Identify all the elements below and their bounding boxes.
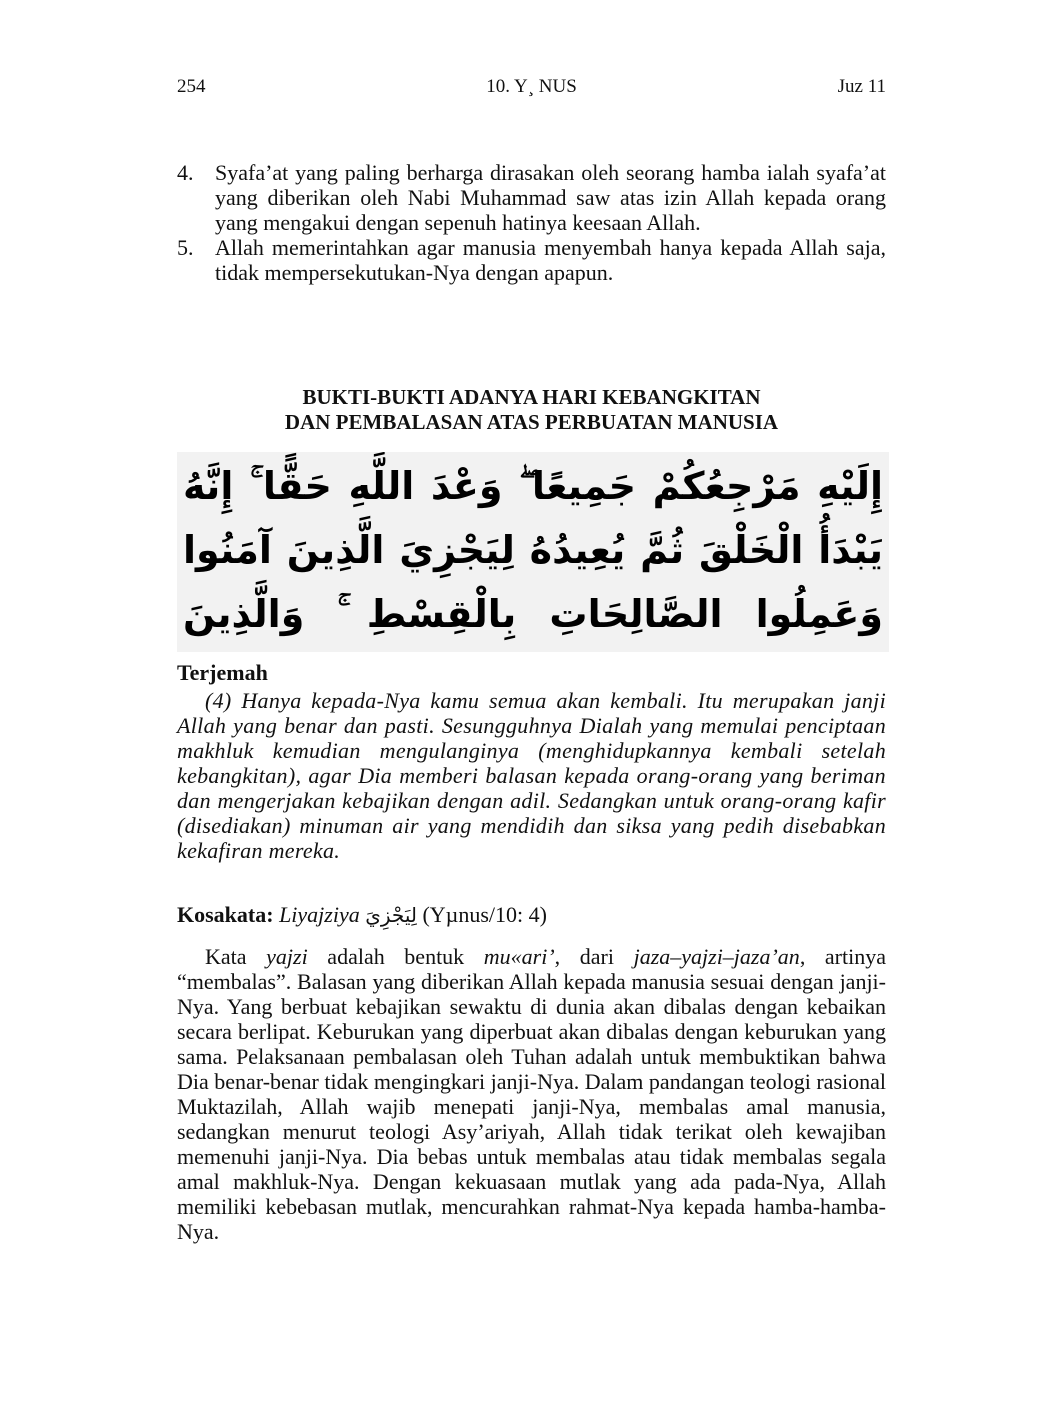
terjemah-text: (4) Hanya kepada-Nya kamu semua akan kembali. Itu merupakan janji Allah yang benar dan pasti. Sesungguhnya Dialah yang memulai penciptaan makhluk kemudian mengulanginya (menghidupkannya kembali setelah kebangkitan), agar Dia memberi balasan kepada orang-orang yang beriman dan mengerjakan kebajikan dengan adil. Sedangkan untuk orang-orang kafir (disediakan) minuman air yang mendidih dan siksa yang pedih disebabkan kekafiran mereka. bbox=[177, 688, 886, 863]
kosakata-reference: (Yµnus/10: 4) bbox=[422, 902, 547, 927]
running-header-surah: 10. Y¸ NUS bbox=[486, 76, 577, 97]
list-item-number: 5. bbox=[177, 235, 194, 260]
conclusion-list bbox=[177, 160, 886, 285]
kosakata-label: Kosakata: bbox=[177, 902, 274, 927]
arabic-verse-text: إِلَيْهِ مَرْجِعُكُمْ جَمِيعًا ۖ وَعْدَ اللَّهِ حَقًّا ۚ إِنَّهُ يَبْدَأُ الْخَلْقَ ثُمَّ يُعِيدُهُ لِيَجْزِيَ الَّذِينَ آمَنُوا وَعَمِلُوا الصَّالِحَاتِ بِالْقِسْطِ ۚ وَالَّذِينَ bbox=[183, 464, 883, 636]
terjemah-heading: Terjemah bbox=[177, 660, 268, 685]
list-item-number: 4. bbox=[177, 160, 194, 185]
paragraph-term: mu«ari’ bbox=[483, 944, 555, 969]
section-title-line-2: DAN PEMBALASAN ATAS PERBUATAN MANUSIA bbox=[284, 410, 779, 434]
section-title-line-1: BUKTI-BUKTI ADANYA HARI KEBANGKITAN bbox=[302, 385, 761, 409]
running-header-juz: Juz 11 bbox=[837, 76, 886, 97]
list-item bbox=[177, 235, 886, 285]
kosakata-term: Liyajziya bbox=[279, 902, 360, 927]
section-title bbox=[0, 385, 1063, 435]
list-item bbox=[177, 160, 886, 235]
paragraph-text: Kata bbox=[205, 944, 267, 969]
paragraph-text: , dari bbox=[554, 944, 634, 969]
explanation-paragraph bbox=[177, 944, 886, 1244]
kosakata-line bbox=[177, 902, 886, 928]
page-number: 254 bbox=[177, 76, 206, 97]
paragraph-text: adalah bentuk bbox=[307, 944, 484, 969]
paragraph-text: , artinya “membalas”. Balasan yang diberikan Allah kepada manusia sesuai dengan janji-Nya. Yang berbuat kebajikan sewaktu di dunia akan dibalas dengan kebaikan secara berlipat. Keburukan yang diperbuat akan dibalas dengan keburukan yang sama. Pelaksanaan pembalasan oleh Tuhan adalah untuk membuktikan bahwa Dia benar-benar tidak mengingkari janji-Nya. Dalam pandangan teologi rasional Muktazilah, Allah wajib menepati janji-Nya, membalas amal manusia, sedangkan menurut teologi Asy’ariyah, Allah tidak terikat oleh kewajiban memenuhi janji-Nya. Dia bebas untuk membalas atau tidak membalas segala amal makhluk-Nya. Dengan kekuasaan mutlak yang ada pada-Nya, Allah memiliki kebebasan mutlak, mencurahkan rahmat-Nya kepada hamba-hamba-Nya. bbox=[177, 944, 886, 1244]
list-item-text: Allah memerintahkan agar manusia menyembah hanya kepada Allah saja, tidak mempersekutukan-Nya dengan apapun. bbox=[215, 235, 886, 285]
paragraph-term: yajzi bbox=[266, 944, 308, 969]
paragraph-term: jaza–yajzi–jaza’an bbox=[633, 944, 800, 969]
list-item-text: Syafa’at yang paling berharga dirasakan oleh seorang hamba ialah syafa’at yang diberikan oleh Nabi Muhammad saw atas izin Allah kepada orang yang mengakui dengan sepenuh hatinya keesaan Allah. bbox=[215, 160, 886, 235]
arabic-verse bbox=[177, 452, 889, 652]
kosakata-arabic: لِيَجْزِيَ bbox=[365, 903, 417, 927]
